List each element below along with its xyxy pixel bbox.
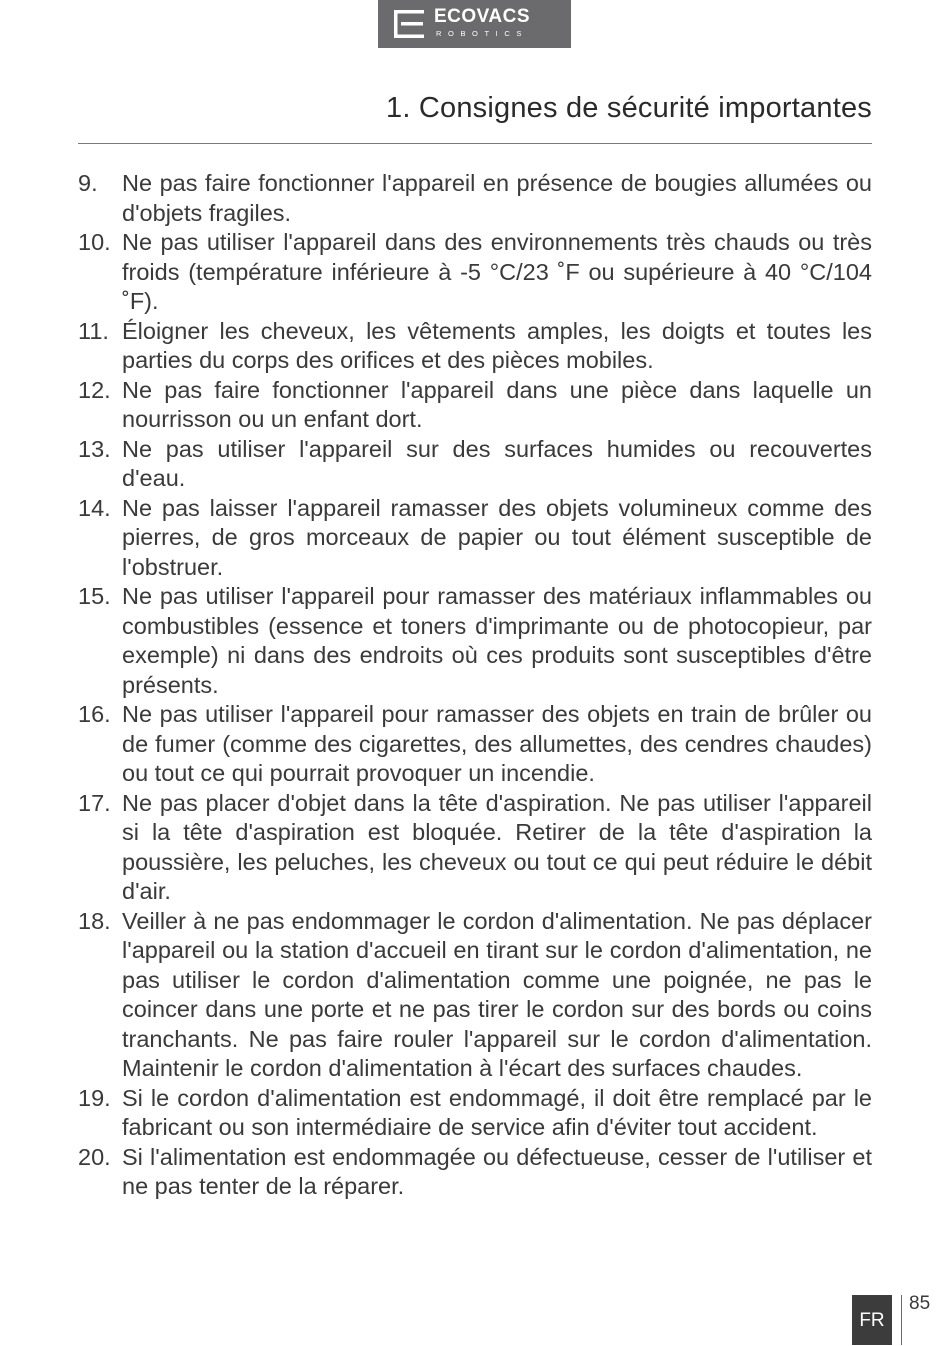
list-item [78,317,872,376]
page-number-divider [901,1295,902,1345]
item-number: 14. [78,494,111,521]
item-number: 18. [78,907,111,934]
list-item [78,582,872,700]
ecovacs-logo [378,0,571,48]
language-label: FR [859,1310,885,1331]
list-item [78,169,872,228]
safety-instructions-list [78,169,872,1202]
page-title: 1. Consignes de sécurité importantes [386,92,872,124]
item-text: Ne pas utiliser l'appareil dans des environnements très chauds ou très froids (température inférieure à -5 °C/23 ˚F ou supérieure à 40 °C/104 ˚F). [122,229,872,314]
list-item [78,700,872,789]
item-number: 10. [78,229,111,255]
item-text: Éloigner les cheveux, les vêtements amples, les doigts et toutes les parties du corps des orifices et des pièces mobiles. [122,317,872,373]
item-text: Ne pas faire fonctionner l'appareil en présence de bougies allumées ou d'objets fragiles. [122,170,872,226]
item-number: 16. [78,701,111,727]
list-item [78,1084,872,1143]
logo-wordmark: ECOVACS [434,6,531,27]
item-number: 17. [78,789,111,816]
page-number: 85 [909,1293,931,1314]
item-text: Veiller à ne pas endommager le cordon d'alimentation. Ne pas déplacer l'appareil ou la station d'accueil en tirant sur le cordon d'alimentation, ne pas utiliser le cordon d'alimentation comme une poignée, ne pas le coincer dans une porte et ne pas tirer le cordon sur des bords ou coins tranchants. Ne pas faire rouler l'appareil sur le cordon d'alimentation. Maintenir le cordon d'alimentation à l'écart des surfaces chaudes. [122,907,872,1081]
item-number: 20. [78,1143,111,1170]
item-number: 13. [78,435,111,462]
logo-subtitle: ROBOTICS [436,29,528,38]
item-text: Ne pas laisser l'appareil ramasser des objets volumineux comme des pierres, de gros morceaux de papier ou tout élément susceptible de l'obstruer. [122,494,872,580]
item-text: Ne pas utiliser l'appareil pour ramasser des objets en train de brûler ou de fumer (comme des cigarettes, des allumettes, des cendres chaudes) ou tout ce qui pourrait provoquer un incendie. [122,701,872,786]
item-text: Ne pas utiliser l'appareil sur des surfaces humides ou recouvertes d'eau. [122,435,872,491]
item-text: Ne pas placer d'objet dans la tête d'aspiration. Ne pas utiliser l'appareil si la tête d'aspiration est bloquée. Retirer de la tête d'aspiration la poussière, les peluches, les cheveux ou tout ce qui peut réduire le débit d'air. [122,789,872,904]
title-divider [78,143,872,144]
item-number: 11. [78,317,109,344]
item-text: Ne pas faire fonctionner l'appareil dans une pièce dans laquelle un nourrisson ou un enfant dort. [122,376,872,432]
item-text: Ne pas utiliser l'appareil pour ramasser des matériaux inflammables ou combustibles (essence et toners d'imprimante ou de photocopieur, par exemple) ni dans des endroits où ces produits sont susceptibles d'être présents. [122,583,872,698]
list-item [78,789,872,907]
item-number: 19. [78,1084,111,1111]
ecovacs-mark-icon [392,7,428,41]
item-number: 9. [78,170,98,196]
item-number: 15. [78,583,111,609]
language-tab [852,1295,892,1345]
list-item [78,228,872,317]
list-item [78,376,872,435]
item-text: Si le cordon d'alimentation est endommagé, il doit être remplacé par le fabricant ou son intermédiaire de service afin d'éviter tout accident. [122,1084,872,1140]
list-item [78,1143,872,1202]
list-item [78,907,872,1084]
item-text: Si l'alimentation est endommagée ou défectueuse, cesser de l'utiliser et ne pas tenter de la réparer. [122,1143,872,1199]
list-item [78,494,872,583]
list-item [78,435,872,494]
item-number: 12. [78,376,111,403]
